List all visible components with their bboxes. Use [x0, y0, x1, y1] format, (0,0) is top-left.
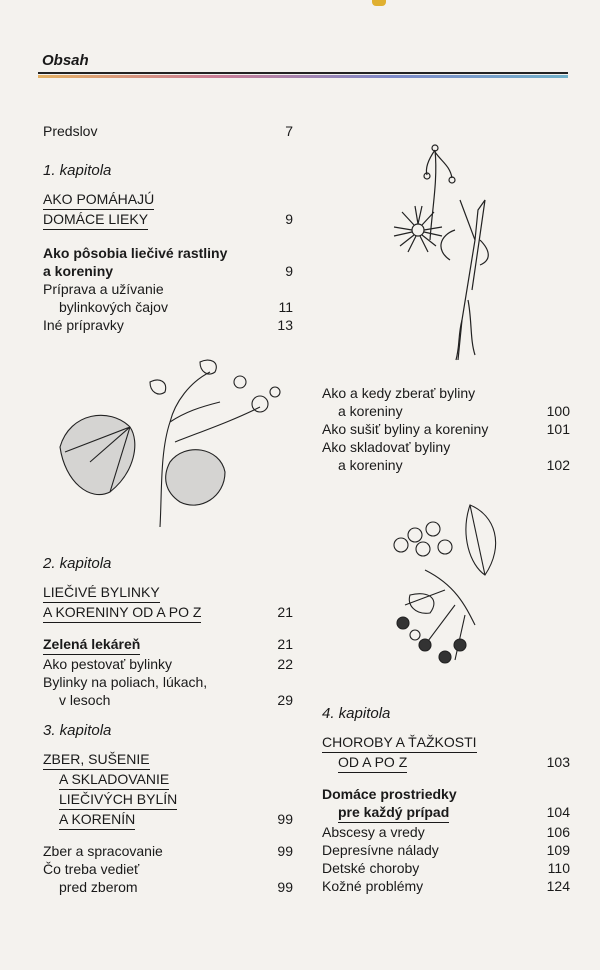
chapter-title[interactable]: LIEČIVÉ BYLINKY A KORENINY OD A PO Z 21	[43, 583, 293, 623]
hawthorn-illustration-icon	[385, 495, 515, 675]
toc-entry[interactable]: Detské choroby 110	[322, 860, 570, 876]
entry-page: 101	[546, 421, 570, 437]
entry-label: Predslov	[43, 123, 98, 139]
chapter-3	[43, 722, 293, 896]
toc-entry-sub[interactable]: Ako pôsobia liečivé rastliny a koreniny 9	[43, 245, 293, 279]
toc-entry[interactable]: Bylinky na poliach, lúkach, v lesoch 29	[43, 674, 293, 708]
entry-page: 124	[546, 878, 570, 894]
toc-entry[interactable]: Ako pestovať bylinky 22	[43, 656, 293, 672]
entry-page: 11	[278, 299, 293, 315]
chapter-label: 4. kapitola	[322, 705, 391, 722]
entry-page: 104	[546, 804, 570, 820]
chapter-1	[43, 162, 293, 334]
header-rule	[38, 72, 568, 74]
entry-page: 13	[277, 317, 293, 333]
toc-entry[interactable]: Abscesy a vredy 106	[322, 824, 570, 840]
entry-page: 7	[285, 123, 293, 139]
entry-page: 99	[277, 843, 293, 859]
chapter-title[interactable]: AKO POMÁHAJÚ DOMÁCE LIEKY 9	[43, 190, 293, 230]
entry-page: 110	[547, 860, 570, 876]
entry-page: 99	[277, 811, 293, 827]
chicory-illustration-icon	[380, 140, 510, 370]
chapter-label: 1. kapitola	[43, 162, 112, 179]
entry-page: 102	[546, 457, 570, 473]
entry-page: 21	[277, 604, 293, 620]
entry-page: 9	[285, 263, 293, 279]
page-header-title: Obsah	[42, 52, 89, 69]
toc-entry[interactable]: Zber a spracovanie 99	[43, 843, 293, 859]
entry-page: 103	[546, 754, 570, 770]
entry-page: 106	[546, 824, 570, 840]
toc-entry-predslov[interactable]	[43, 122, 293, 140]
toc-entry[interactable]: Ako sušiť byliny a koreniny 101	[322, 421, 570, 437]
toc-entry[interactable]: Ako skladovať byliny a koreniny 102	[322, 439, 570, 473]
toc-entry[interactable]: Ako a kedy zberať byliny a koreniny 100	[322, 385, 570, 419]
toc-entry-sub[interactable]: Zelená lekáreň 21	[43, 635, 293, 655]
chapter-1-continued	[322, 384, 570, 474]
chapter-4	[322, 705, 570, 895]
ladys-mantle-illustration-icon	[50, 352, 290, 527]
entry-page: 22	[277, 656, 293, 672]
entry-page: 29	[277, 692, 293, 708]
entry-page: 99	[277, 879, 293, 895]
entry-page: 100	[546, 403, 570, 419]
toc-entry[interactable]: Kožné problémy 124	[322, 878, 570, 894]
toc-entry[interactable]: Iné prípravky 13	[43, 317, 293, 333]
toc-entry-sub[interactable]: Domáce prostriedky pre každý prípad 104	[322, 785, 570, 823]
top-accent-mark	[372, 0, 386, 6]
toc-entry[interactable]: Príprava a užívanie bylinkových čajov 11	[43, 281, 293, 315]
chapter-2	[43, 555, 293, 709]
entry-page: 109	[546, 842, 570, 858]
toc-entry[interactable]: Depresívne nálady 109	[322, 842, 570, 858]
entry-page: 9	[285, 211, 293, 227]
toc-entry[interactable]: Čo treba vedieť pred zberom 99	[43, 861, 293, 895]
chapter-label: 3. kapitola	[43, 722, 112, 739]
entry-page: 21	[277, 636, 293, 652]
chapter-label: 2. kapitola	[43, 555, 112, 572]
chapter-title[interactable]: ZBER, SUŠENIE A SKLADOVANIE LIEČIVÝCH BYLÍN A KORENÍN 99	[43, 750, 293, 830]
chapter-title[interactable]: CHOROBY A ŤAŽKOSTI OD A PO Z 103	[322, 733, 570, 773]
header-color-rule	[38, 75, 568, 78]
